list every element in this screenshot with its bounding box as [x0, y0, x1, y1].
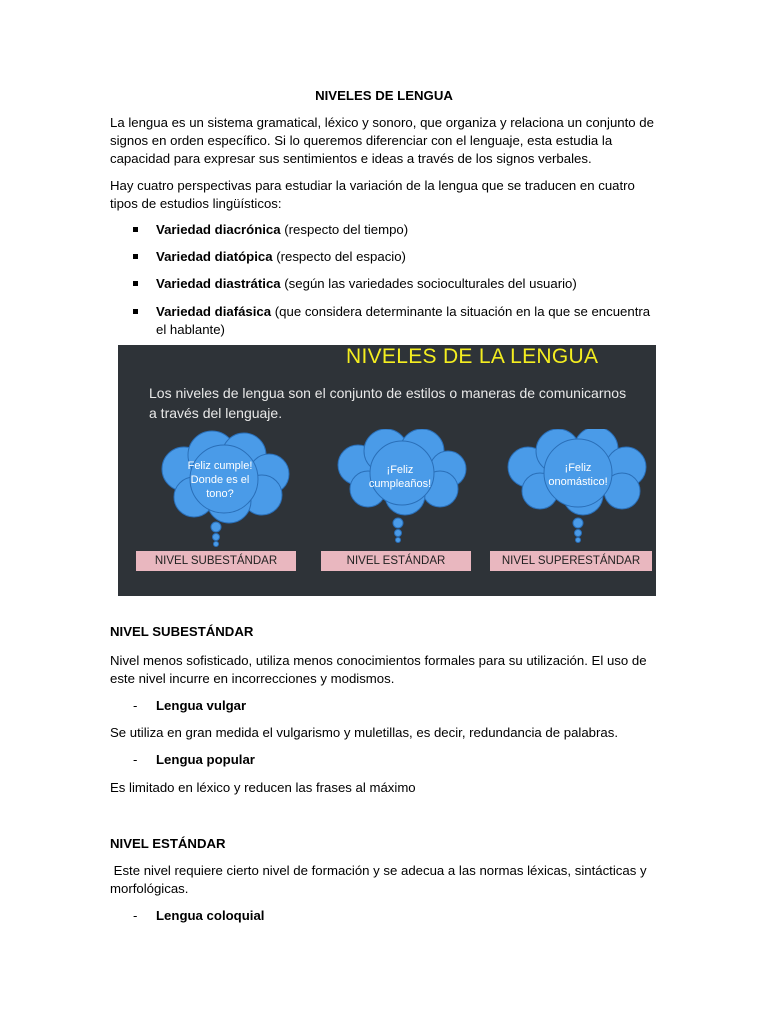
- bullet-square-icon: [133, 309, 138, 314]
- variety-term: Variedad diafásica: [156, 304, 272, 319]
- dash-marker: -: [133, 908, 138, 923]
- variety-term: Variedad diatópica: [156, 249, 273, 264]
- subitem-text: Se utiliza en gran medida el vulgarismo y muletillas, es decir, redundancia de palabras.: [110, 725, 618, 740]
- speech-cloud-substandard: [154, 429, 294, 549]
- bullet-square-icon: [133, 227, 138, 232]
- dash-marker: -: [133, 698, 138, 713]
- subitem-term: Lengua coloquial: [156, 908, 265, 923]
- bullet-square-icon: [133, 254, 138, 259]
- section-heading-standard: NIVEL ESTÁNDAR: [110, 836, 226, 851]
- level-label-superstandard: NIVEL SUPERESTÁNDAR: [490, 551, 652, 571]
- speech-cloud-superstandard: [498, 429, 656, 549]
- cloud-text: ¡Feliz onomástico!: [548, 462, 608, 488]
- subitem-text: Es limitado en léxico y reducen las frases al máximo: [110, 780, 416, 795]
- variety-term: Variedad diacrónica: [156, 222, 281, 237]
- perspectives-paragraph: Hay cuatro perspectivas para estudiar la variación de la lengua que se traducen en cuatro tipos de estudios lingüísticos:: [110, 178, 635, 211]
- variety-desc: (respecto del tiempo): [280, 222, 409, 237]
- standard-paragraph: Este nivel requiere cierto nivel de formación y se adecua a las normas léxicas, sintácticas y morfológicas.: [110, 863, 651, 896]
- subitem-term: Lengua vulgar: [156, 698, 247, 713]
- variety-item: [156, 248, 656, 266]
- thought-cloud-icon: [498, 429, 656, 549]
- level-label-standard: NIVEL ESTÁNDAR: [321, 551, 471, 571]
- substandard-paragraph: Nivel menos sofisticado, utiliza menos conocimientos formales para su utilización. El uso de este nivel incurre en incorrecciones y modismos.: [110, 653, 647, 686]
- figure-text: Los niveles de lengua son el conjunto de estilos o maneras de comunicarnos a través del lenguaje.: [149, 385, 627, 421]
- variety-item: [156, 275, 656, 293]
- variety-item: [156, 303, 656, 339]
- cloud-text: ¡Feliz cumpleaños!: [368, 464, 432, 490]
- section-heading-substandard: NIVEL SUBESTÁNDAR: [110, 624, 254, 639]
- cloud-text: Feliz cumple! Donde es el tono?: [187, 460, 253, 500]
- figure-title: NIVELES DE LA LENGUA: [346, 345, 599, 368]
- levels-figure: [118, 345, 656, 596]
- variety-desc: (respecto del espacio): [272, 249, 406, 264]
- document-title: NIVELES DE LENGUA: [315, 88, 453, 103]
- variety-desc: (según las variedades socioculturales del usuario): [280, 276, 577, 291]
- level-label-substandard: NIVEL SUBESTÁNDAR: [136, 551, 296, 571]
- variety-desc: (que considera determinante la situación en la que se encuentra el hablante): [156, 304, 651, 337]
- variety-term: Variedad diastrática: [156, 276, 281, 291]
- bullet-square-icon: [133, 281, 138, 286]
- intro-paragraph: La lengua es un sistema gramatical, léxico y sonoro, que organiza y relaciona un conjunto de signos en orden específico. Si lo queremos diferenciar con el lenguaje, esta estudia la capacidad para expresar sus sentimientos e ideas a través de los signos verbales.: [110, 115, 654, 166]
- dash-marker: -: [133, 752, 138, 767]
- variety-item: [156, 221, 656, 239]
- subitem-term: Lengua popular: [156, 752, 255, 767]
- speech-cloud-standard: [330, 429, 470, 549]
